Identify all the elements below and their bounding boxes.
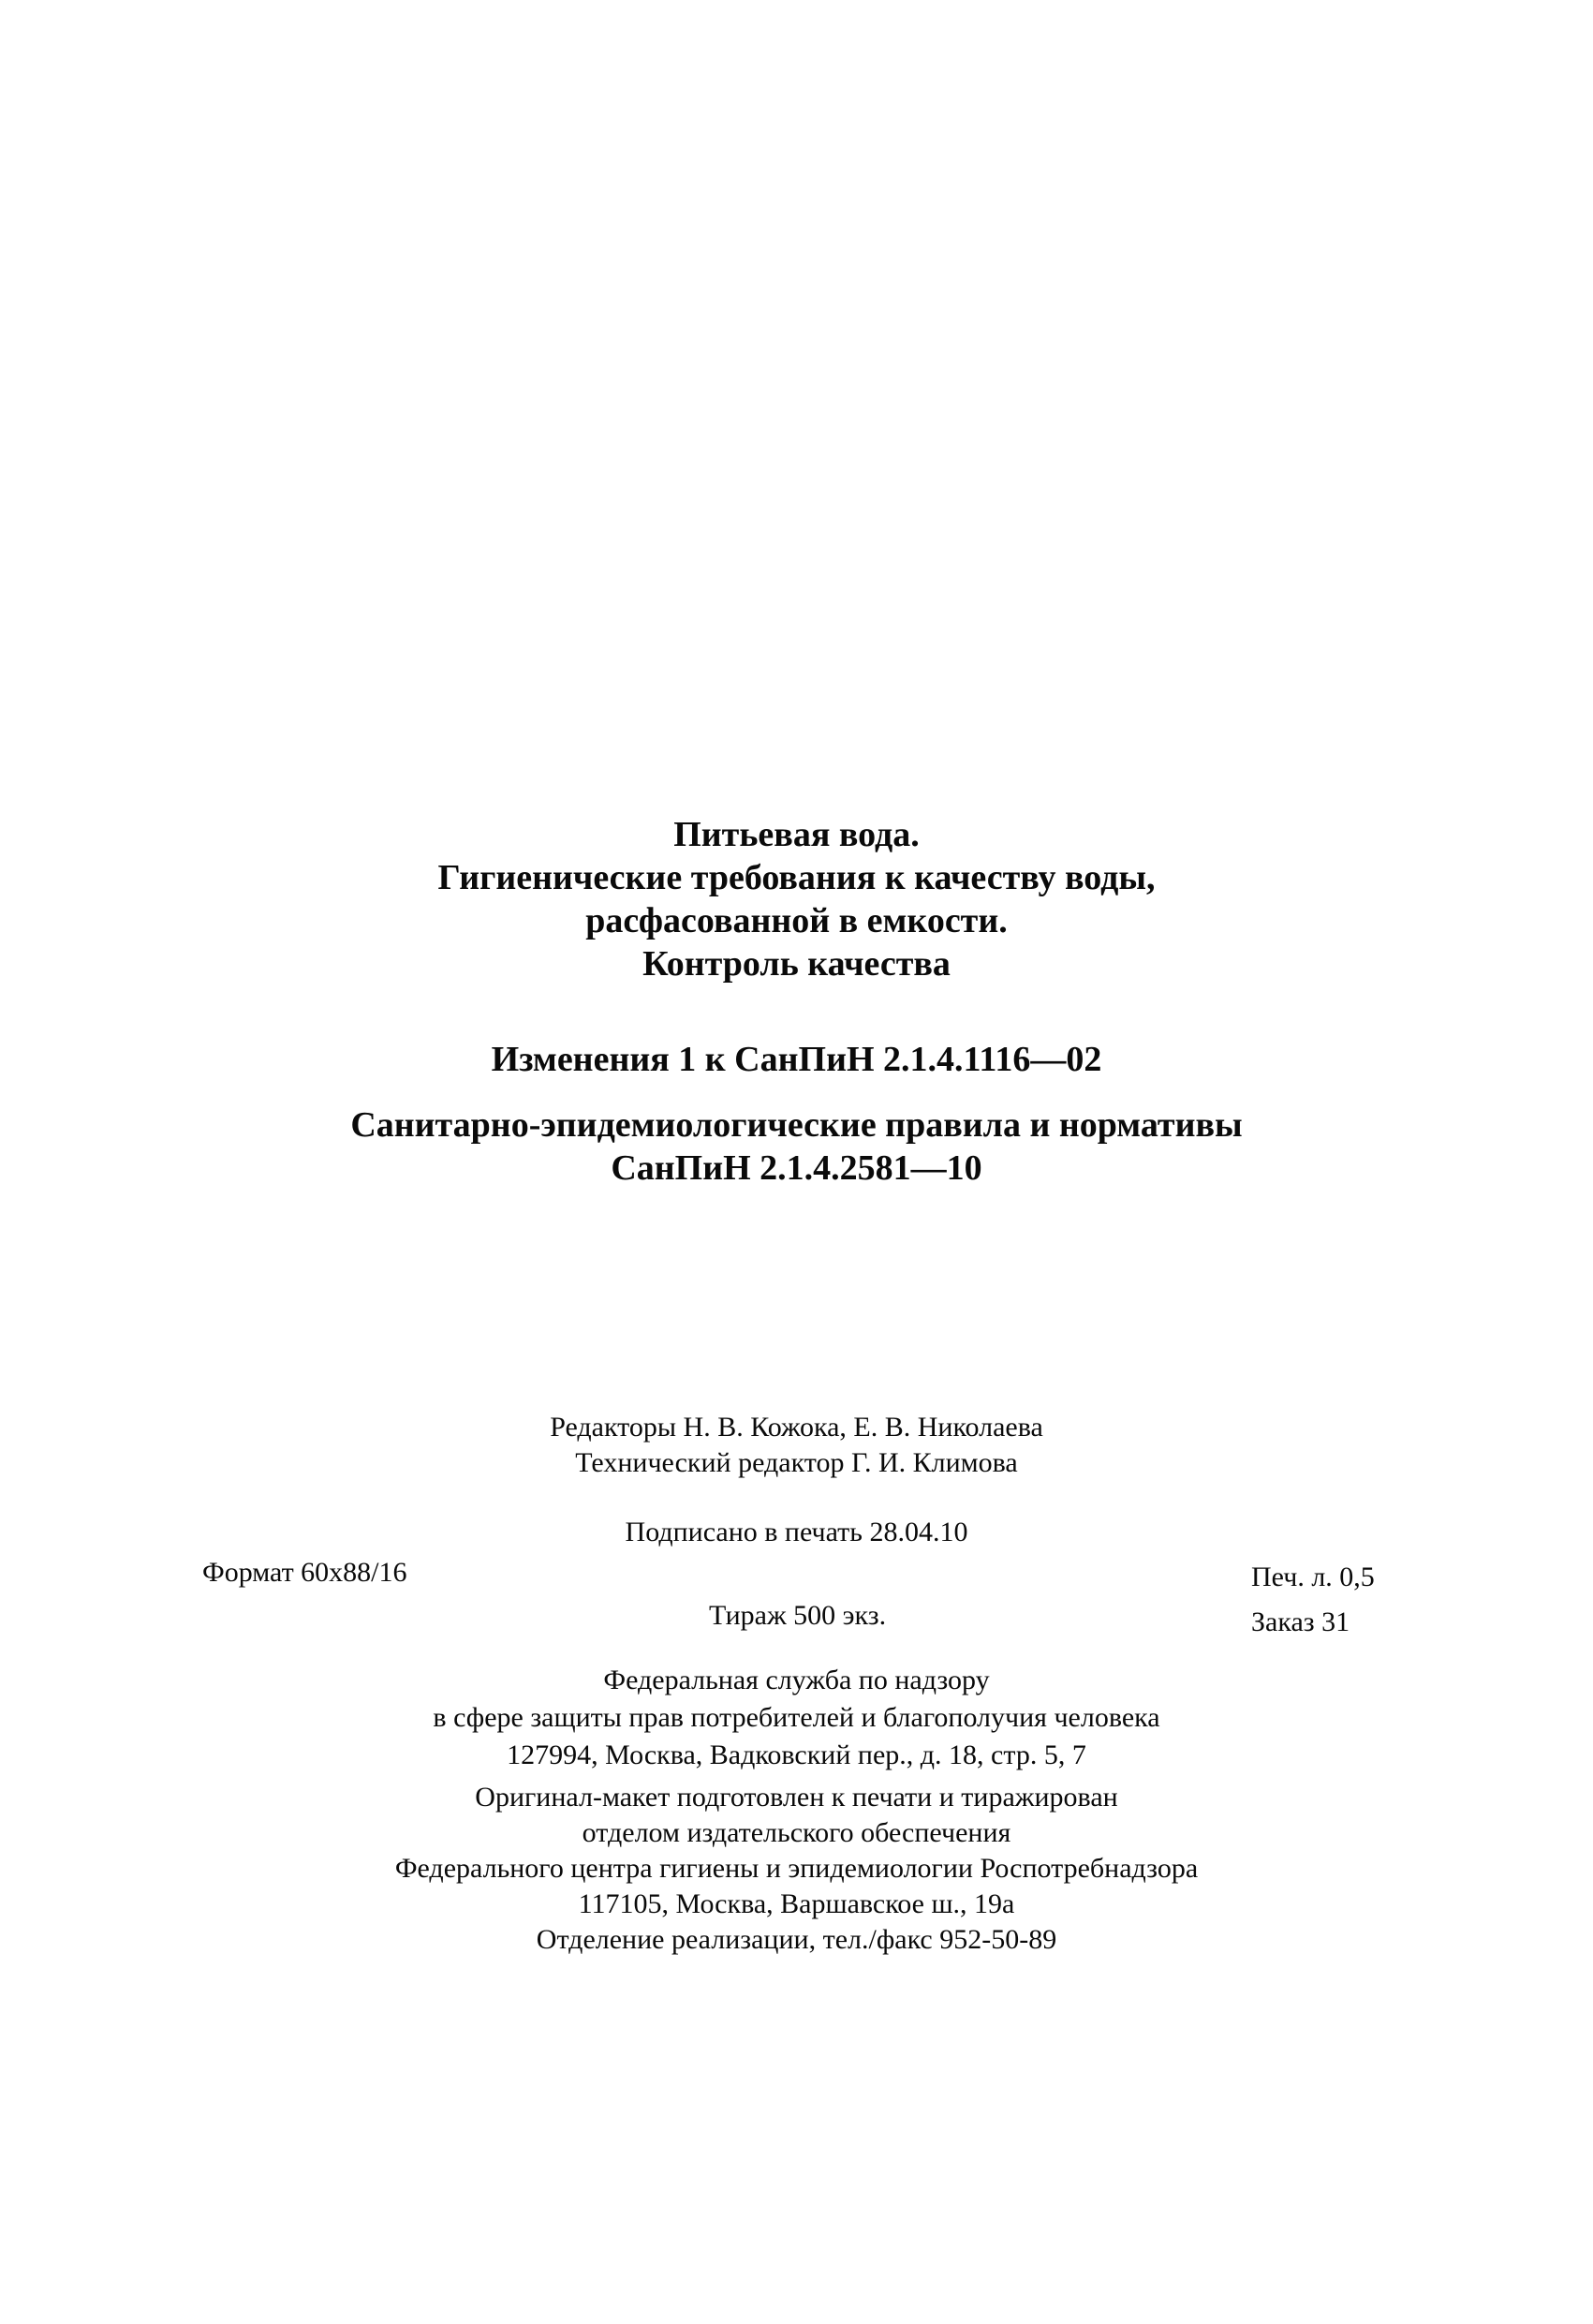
order-number: Заказ 31	[1251, 1606, 1350, 1637]
origin-line: Федерального центра гигиены и эпидемиологии Роспотребнадзора	[394, 1853, 1199, 1884]
title-line: Питьевая вода.	[673, 815, 920, 854]
origin-line: отделом издательского обеспечения	[582, 1817, 1011, 1848]
signed-to-print: Подписано в печать 28.04.10	[625, 1517, 968, 1547]
rules-line: Санитарно-эпидемиологические правила и нормативы	[350, 1105, 1243, 1145]
editors-line: Редакторы Н. В. Кожока, Е. В. Николаева	[550, 1412, 1043, 1443]
imprint-right-column	[1251, 1555, 1375, 1645]
publisher-line: 127994, Москва, Вадковский пер., д. 18, стр. 5, 7	[507, 1739, 1086, 1770]
publisher-line: в сфере защиты прав потребителей и благополучия человека	[433, 1702, 1160, 1733]
document-title	[0, 813, 1593, 985]
printed-sheets: Печ. л. 0,5	[1251, 1562, 1375, 1592]
title-line: Гигиенические требования к качеству воды,	[437, 858, 1156, 897]
origin-info	[0, 1780, 1593, 1958]
circulation-info: Тираж 500 экз.	[709, 1600, 887, 1631]
editors-credits	[0, 1410, 1593, 1481]
origin-line: 117105, Москва, Варшавское ш., 19а	[578, 1888, 1015, 1919]
title-line: расфасованной в емкости.	[585, 901, 1008, 940]
publisher-line: Федеральная служба по надзору	[603, 1665, 990, 1695]
publisher-info	[0, 1662, 1593, 1774]
rules-heading	[0, 1103, 1593, 1190]
origin-line: Отделение реализации, тел./факс 952-50-89	[536, 1924, 1057, 1955]
format-info: Формат 60x88/16	[202, 1557, 407, 1588]
rules-line: СанПиН 2.1.4.2581—10	[611, 1148, 982, 1188]
amendment-heading: Изменения 1 к СанПиН 2.1.4.1116—02	[491, 1040, 1102, 1079]
editors-line: Технический редактор Г. И. Климова	[575, 1447, 1018, 1478]
origin-line: Оригинал-макет подготовлен к печати и тиражирован	[475, 1782, 1118, 1813]
title-line: Контроль качества	[642, 944, 951, 984]
